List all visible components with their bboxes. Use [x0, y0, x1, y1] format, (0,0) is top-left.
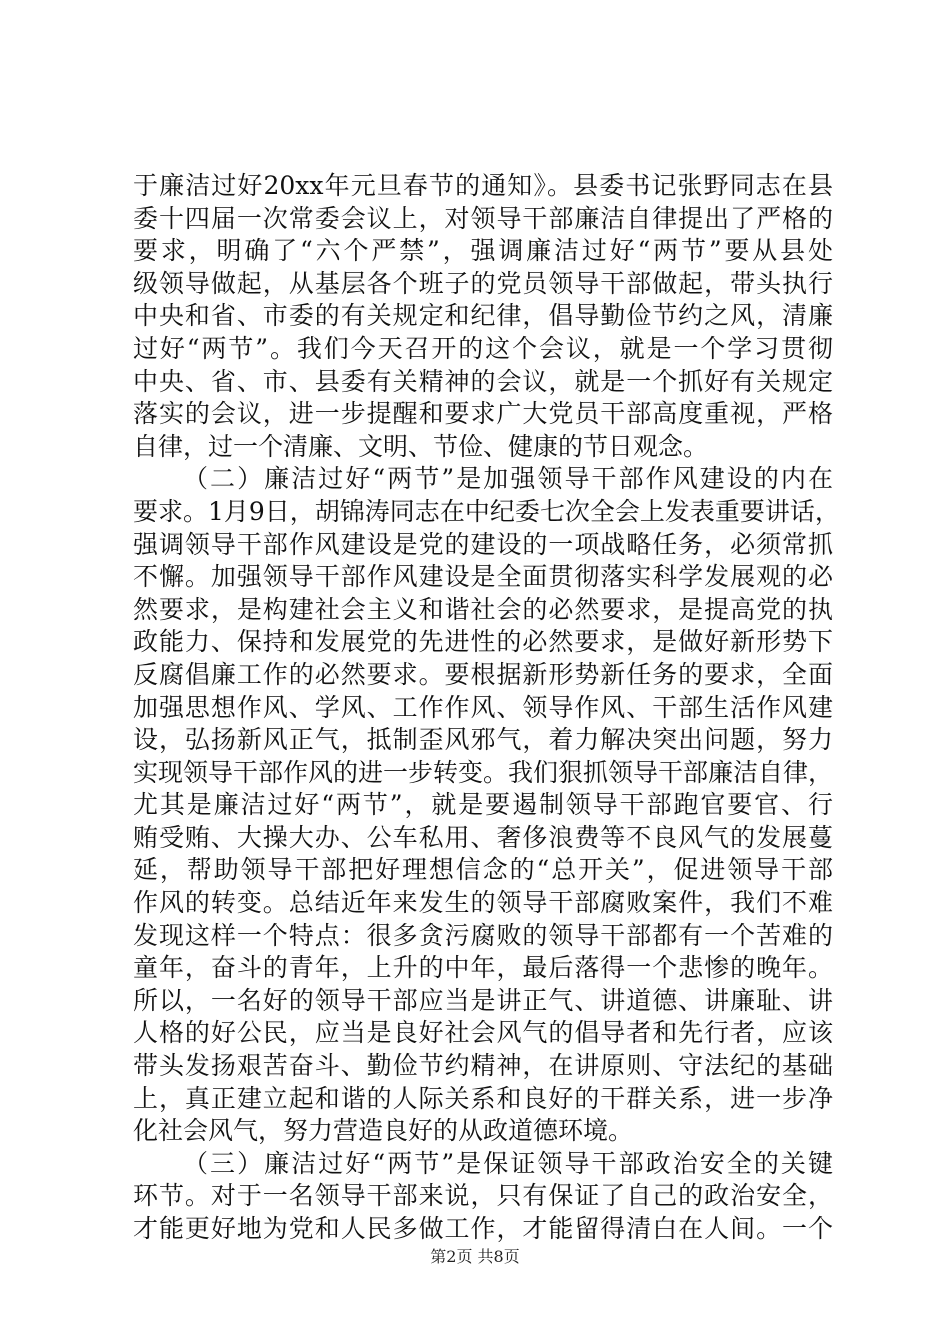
- text-line: 于廉洁过好20xx年元旦春节的通知》。县委书记张野同志在县: [133, 171, 833, 200]
- text-line: 委十四届一次常委会议上，对领导干部廉洁自律提出了严格的: [133, 203, 833, 233]
- document-body: [133, 170, 840, 1246]
- text-line: 发现这样一个特点：很多贪污腐败的领导干部都有一个苦难的: [133, 920, 833, 950]
- text-line: 环节。对于一名领导干部来说，只有保证了自己的政治安全，: [133, 1181, 833, 1211]
- text-line: （二）廉洁过好“两节”是加强领导干部作风建设的内在: [183, 464, 833, 494]
- text-line: 贿受贿、大操大办、公车私用、奢侈浪费等不良风气的发展蔓: [133, 822, 833, 852]
- paragraph: [133, 1148, 833, 1246]
- text-line: （三）廉洁过好“两节”是保证领导干部政治安全的关键: [183, 1148, 833, 1178]
- page-footer: 第2页 共8页: [430, 1247, 520, 1266]
- paragraph: [133, 170, 833, 463]
- text-line: 化社会风气，努力营造良好的从政道德环境。: [133, 1116, 634, 1146]
- text-line: 上，真正建立起和谐的人际关系和良好的干群关系，进一步净: [133, 1083, 833, 1113]
- text-line: 实现领导干部作风的进一步转变。我们狠抓领导干部廉洁自律，: [133, 757, 834, 787]
- text-line: 作风的转变。总结近年来发生的领导干部腐败案件，我们不难: [133, 888, 833, 918]
- text-line: 带头发扬艰苦奋斗、勤俭节约精神，在讲原则、守法纪的基础: [133, 1051, 833, 1081]
- text-line: 反腐倡廉工作的必然要求。要根据新形势新任务的要求，全面: [133, 659, 833, 689]
- text-line: 落实的会议，进一步提醒和要求广大党员干部高度重视，严格: [133, 399, 833, 429]
- text-line: 才能更好地为党和人民多做工作，才能留得清白在人间。一个: [133, 1214, 833, 1243]
- paragraph: [133, 463, 840, 1147]
- text-line: 要求。1月9日，胡锦涛同志在中纪委七次全会上发表重要讲话，: [133, 496, 840, 526]
- text-line: 政能力、保持和发展党的先进性的必然要求，是做好新形势下: [133, 627, 833, 657]
- text-line: 设，弘扬新风正气，抵制歪风邪气，着力解决突出问题，努力: [133, 725, 833, 755]
- text-line: 强调领导干部作风建设是党的建设的一项战略任务，必须常抓: [133, 529, 833, 559]
- text-line: 尤其是廉洁过好“两节”，就是要遏制领导干部跑官要官、行: [133, 790, 833, 820]
- text-line: 延，帮助领导干部把好理想信念的“总开关”，促进领导干部: [133, 855, 833, 885]
- text-line: 加强思想作风、学风、工作作风、领导作风、干部生活作风建: [133, 692, 833, 722]
- text-line: 过好“两节”。我们今天召开的这个会议，就是一个学习贯彻: [133, 333, 833, 363]
- text-line: 不懈。加强领导干部作风建设是全面贯彻落实科学发展观的必: [133, 562, 833, 592]
- text-line: 中央、省、市、县委有关精神的会议，就是一个抓好有关规定: [133, 366, 833, 396]
- text-line: 所以，一名好的领导干部应当是讲正气、讲道德、讲廉耻、讲: [133, 985, 833, 1015]
- text-line: 中央和省、市委的有关规定和纪律，倡导勤俭节约之风，清廉: [133, 301, 833, 331]
- text-line: 然要求，是构建社会主义和谐社会的必然要求，是提高党的执: [133, 594, 833, 624]
- text-line: 童年，奋斗的青年，上升的中年，最后落得一个悲惨的晚年。: [133, 953, 833, 983]
- text-line: 人格的好公民，应当是良好社会风气的倡导者和先行者，应该: [133, 1018, 833, 1048]
- text-line: 要求，明确了“六个严禁”，强调廉洁过好“两节”要从县处: [133, 236, 833, 266]
- text-line: 级领导做起，从基层各个班子的党员领导干部做起，带头执行: [133, 268, 833, 298]
- text-line: 自律，过一个清廉、文明、节俭、健康的节日观念。: [133, 431, 709, 461]
